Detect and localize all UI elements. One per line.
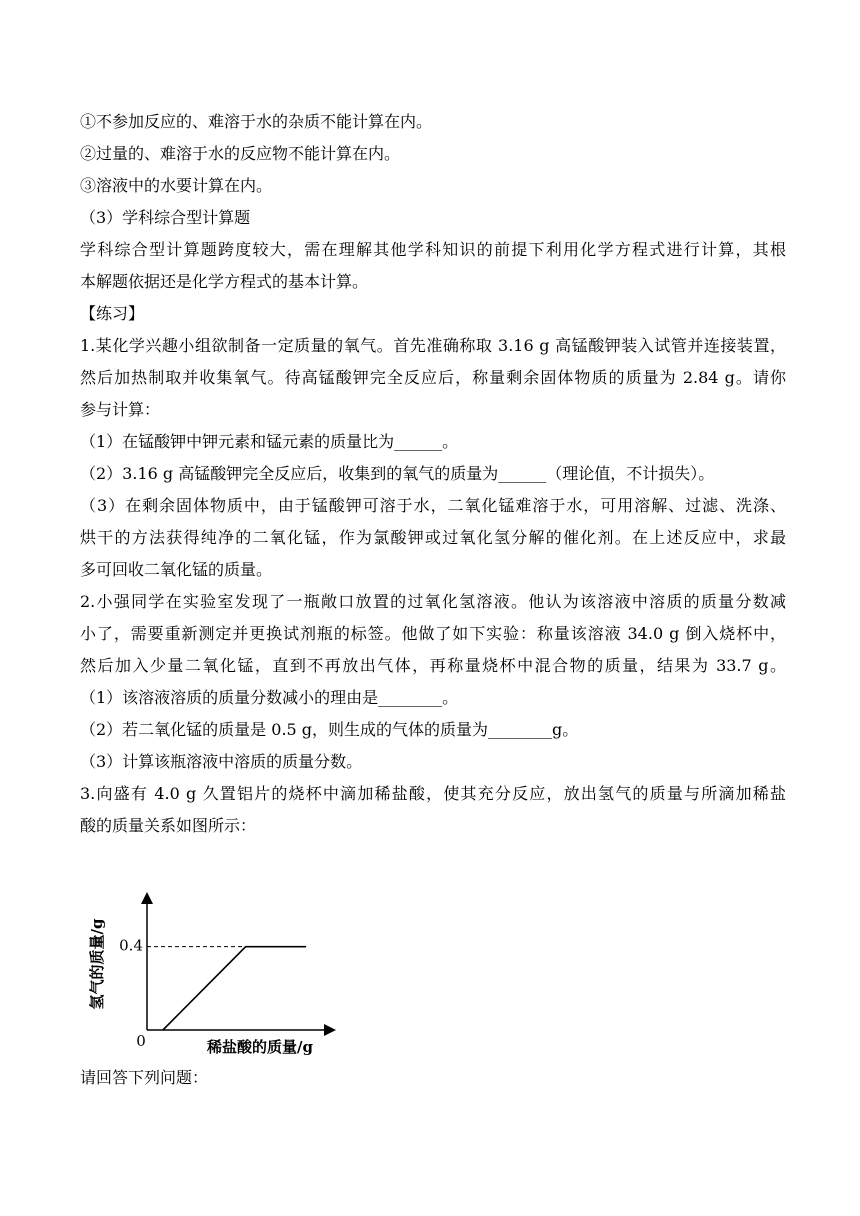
closing-line: 请回答下列问题：	[80, 1068, 209, 1087]
series-line	[163, 947, 306, 1030]
question-2-text: 小了，需要重新测定并更换试剂瓶的标签。他做了如下实验：称量该溶液 34.0 g 倒入烧杯中，	[80, 624, 786, 643]
question-1-text: 1.某化学兴趣小组欲制备一定质量的氧气。首先准确称取 3.16 g 高锰酸钾装入试管并连接装置，	[80, 336, 786, 355]
document-body	[80, 106, 786, 842]
y-tick-label: 0.4	[119, 936, 143, 955]
question-1-part-3: 多可回收二氧化锰的质量。	[80, 560, 273, 579]
question-1-part-2: （2）3.16 g 高锰酸钾完全反应后，收集到的氧气的质量为______（理论值，不计损失）。	[80, 464, 715, 483]
question-2-part-3: （3）计算该瓶溶液中溶质的质量分数。	[80, 752, 363, 771]
question-1-text: 参与计算：	[80, 400, 161, 419]
origin-label: 0	[136, 1032, 146, 1050]
text-line: ③溶液中的水要计算在内。	[80, 176, 273, 195]
text-line: 学科综合型计算题跨度较大，需在理解其他学科知识的前提下利用化学方程式进行计算，其根	[80, 240, 786, 259]
text-line: ①不参加反应的、难溶于水的杂质不能计算在内。	[80, 112, 433, 131]
text-line: ②过量的、难溶于水的反应物不能计算在内。	[80, 144, 401, 163]
hydrogen-mass-chart	[80, 888, 340, 1058]
question-1-part-1: （1）在锰酸钾中钾元素和锰元素的质量比为______。	[80, 432, 459, 451]
question-1-text: 然后加热制取并收集氧气。待高锰酸钾完全反应后，称量剩余固体物质的质量为 2.84 g。请你	[80, 368, 786, 387]
y-axis-label: 氢气的质量/g	[88, 918, 106, 1010]
text-line: 本解题依据还是化学方程式的基本计算。	[80, 272, 369, 291]
question-2-part-2: （2）若二氧化锰的质量是 0.5 g，则生成的气体的质量为________g。	[80, 720, 579, 739]
question-2-text: 2.小强同学在实验室发现了一瓶敞口放置的过氧化氢溶液。他认为该溶液中溶质的质量分数减	[80, 592, 786, 611]
question-1-part-3: 烘干的方法获得纯净的二氧化锰，作为氯酸钾或过氧化氢分解的催化剂。在上述反应中，求最	[80, 528, 786, 547]
question-2-part-1: （1）该溶液溶质的质量分数减小的理由是________。	[80, 688, 459, 707]
section-heading: （3）学科综合型计算题	[80, 208, 251, 227]
exercise-heading: 【练习】	[80, 304, 145, 323]
question-2-text: 然后加入少量二氧化锰，直到不再放出气体，再称量烧杯中混合物的质量，结果为 33.7 g。	[80, 656, 786, 675]
question-3-text: 3.向盛有 4.0 g 久置铝片的烧杯中滴加稀盐酸，使其充分反应，放出氢气的质量与所滴加稀盐	[80, 784, 786, 803]
question-3-text: 酸的质量关系如图所示：	[80, 816, 257, 835]
x-axis-label: 稀盐酸的质量/g	[207, 1038, 313, 1056]
question-1-part-3: （3）在剩余固体物质中，由于锰酸钾可溶于水，二氧化锰难溶于水，可用溶解、过滤、洗涤、	[80, 496, 786, 515]
